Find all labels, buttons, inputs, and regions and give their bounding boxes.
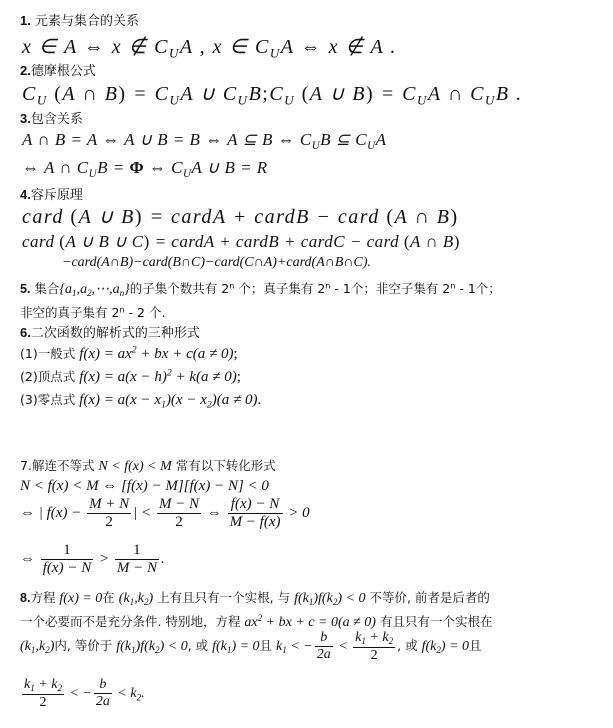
section-5-line-2 xyxy=(20,303,165,321)
formula-inclusion-exclusion-3a: card (A ∪ B ∪ C) = cardA + cardB + cardC − card (A ∩ B) xyxy=(22,232,460,251)
text-run: - 1个；非空子集有 xyxy=(330,281,443,296)
formula-double-inequality-3: ⇔ $\frac{1}{f(x) - N}$ > $\frac{1}{M - N}$ . xyxy=(20,542,165,577)
formula: $ax^2$ + bx + c = 0(a ≠ 0) xyxy=(244,613,376,630)
power-2n: 2$^n$ xyxy=(111,304,125,320)
section-number: 8. xyxy=(20,591,31,605)
text-run: 解连不等式 xyxy=(31,458,99,473)
section-number: 7. xyxy=(20,458,32,473)
section-7-heading xyxy=(20,456,276,475)
section-title: 元素与集合的关系 xyxy=(30,14,139,29)
section-2-heading xyxy=(20,60,96,79)
text-run: 方程 xyxy=(30,590,60,605)
formula: N < f(x) < M xyxy=(98,459,172,474)
text-run: , 或 xyxy=(397,638,422,654)
formula: $(k_1,k_2)$ xyxy=(20,639,55,656)
formula-double-inequality-1: N < f(x) < M ⇔ [f(x) − M][f(x) − N] < 0 xyxy=(20,478,269,494)
section-4-heading xyxy=(20,184,83,203)
power-2n: 2$^n$ xyxy=(317,280,331,296)
text-run: 非空的真子集有 xyxy=(20,305,112,320)
formula: $k_1$ < − $\frac{b}{2a}$ < $\frac{k_1 + k_2}{2}$ xyxy=(276,630,394,663)
text-run: 个；真子集有 xyxy=(234,281,318,296)
formula: $f(x) = ax^2$ + bx + c(a ≠ 0); xyxy=(79,344,238,362)
text-run: 内, 等价于 xyxy=(54,638,117,654)
section-title: 二次函数的解析式的三种形式 xyxy=(30,326,200,341)
formula-element-set-relation: x ∈ A ⇔ x ∉ $C_UA$ , x ∈ $C_UA$ ⇔ x ∉ A . xyxy=(22,36,397,61)
formula-inclusion-exclusion-3b: −card(A∩B)−card(B∩C)−card(C∩A)+card(A∩B∩C). xyxy=(62,255,372,270)
section-8-line-1 xyxy=(20,588,490,607)
text-run: , 或 xyxy=(187,638,213,654)
text-run: 在 xyxy=(102,590,119,605)
section-number: 6. xyxy=(20,325,31,340)
section-number: 1. xyxy=(20,13,31,28)
section-number: 4. xyxy=(20,187,31,202)
section-5-line-1 xyxy=(20,279,501,298)
section-1-heading xyxy=(20,10,139,29)
formula-inclusion-2: ⇔ A ∩ $C_UB = \Phi$ ⇔ $C_UA$ ∪ B = R xyxy=(22,158,268,180)
formula: $f(k_2) = 0$ xyxy=(421,639,469,656)
text-run: 上有且只有一个实根, 与 xyxy=(153,590,295,605)
section-3-heading xyxy=(20,108,83,127)
power-2n: 2$^n$ xyxy=(221,280,235,296)
quadratic-general-form xyxy=(20,344,238,363)
section-number: 2. xyxy=(20,63,31,78)
section-8-line-3 xyxy=(20,630,482,664)
form-label: (1)一般式 xyxy=(20,346,80,361)
formula: $f(k_1) = 0$ xyxy=(212,639,260,656)
text-run: 集合 xyxy=(30,281,60,296)
text-run: 不等价, 前者是后者的 xyxy=(365,590,490,605)
quadratic-zero-form xyxy=(20,390,261,410)
text-run: 且 xyxy=(468,638,482,654)
section-8-line-2 xyxy=(20,612,492,631)
section-title: 德摩根公式 xyxy=(30,64,96,79)
set-notation: $\{a_1,a_2,\cdots,a_n\}$ xyxy=(59,282,130,299)
text-run: 一个必要而不是充分条件. 特别地，方程 xyxy=(20,614,245,629)
section-title: 容斥原理 xyxy=(30,188,83,203)
section-8-line-4: $\frac{k_1 + k_2}{2}$ < − $\frac{b}{2a}$ < $k_2$. xyxy=(24,677,145,710)
text-run: - 2 个. xyxy=(124,305,166,320)
text-run: 且 xyxy=(259,638,277,654)
formula: f(x) = 0 xyxy=(59,591,103,606)
section-6-heading xyxy=(20,322,200,341)
formula-double-inequality-2: ⇔ | f(x) − $\frac{M + N}{2}$ | < $\frac{M - N}{2}$ ⇔ $\frac{f(x) - N}{M - f(x)}$ > 0 xyxy=(20,496,310,531)
section-number: 3. xyxy=(20,111,31,126)
formula: $f(k_1)f(k_2) < 0$ xyxy=(294,591,366,608)
text-run: 常有以下转化形式 xyxy=(171,458,276,473)
text-run: 的子集个数共有 xyxy=(129,281,222,296)
text-run: - 1个； xyxy=(455,281,501,296)
formula: $f(k_1)f(k_2) < 0$ xyxy=(116,639,188,656)
quadratic-vertex-form xyxy=(20,367,241,386)
text-run: 有且只有一个实根在 xyxy=(375,614,493,629)
formula-inclusion-1: A ∩ B = A ⇔ A ∪ B = B ⇔ A ⊆ B ⇔ $C_UB$ ⊆ $C_UA$ xyxy=(22,130,387,152)
formula: $(k_1,k_2)$ xyxy=(118,591,154,608)
section-title: 包含关系 xyxy=(30,112,83,127)
formula: $f(x) = a(x - h)^2 + k(a \ne 0)$; xyxy=(79,367,241,385)
power-2n: 2$^n$ xyxy=(442,280,456,296)
section-number: 5. xyxy=(20,282,31,296)
formula-inclusion-exclusion-2: card (A ∪ B) = cardA + cardB − card (A ∩ B) xyxy=(22,206,459,228)
formula-de-morgan: $C_U$ (A ∩ $B) = C_UA$ ∪ $C_UB;C_U$ (A ∪ $B) = C_UA$ ∩ $C_UB$ . xyxy=(22,83,523,108)
formula: $f(x) = a(x - x_1)(x - x_2)(a \ne 0)$. xyxy=(79,392,262,411)
form-label: (3)零点式 xyxy=(20,392,80,407)
form-label: (2)顶点式 xyxy=(20,369,80,384)
